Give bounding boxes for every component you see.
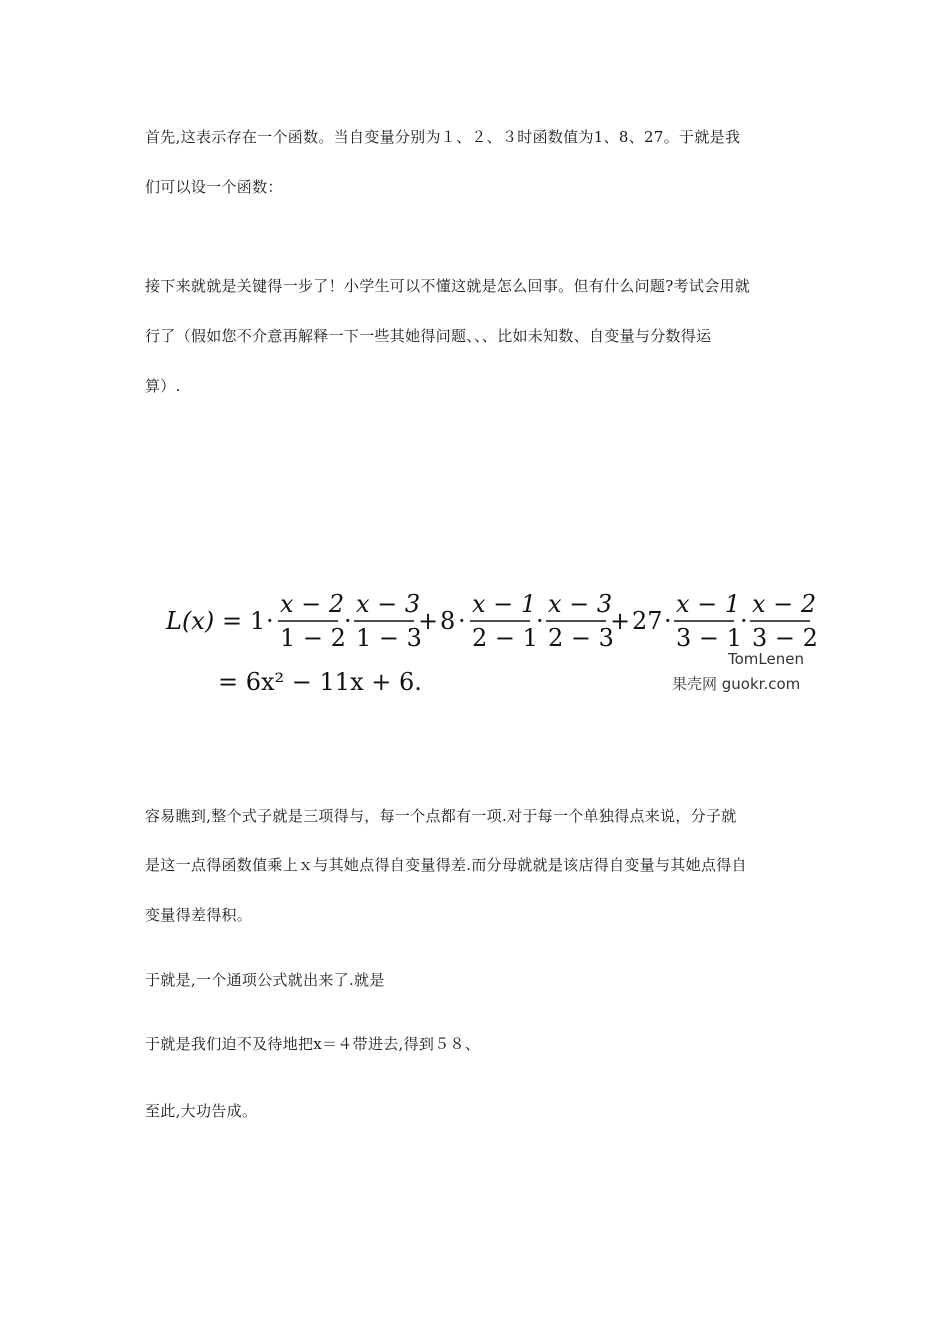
- fraction-numerator: x − 3: [548, 590, 613, 618]
- fraction-denominator: 2 − 1: [472, 624, 538, 652]
- fraction-numerator: x − 1: [472, 590, 537, 618]
- watermark-author: TomLenen: [728, 650, 804, 668]
- fraction-numerator: x − 2: [752, 590, 817, 618]
- watermark-site: 果壳网 guokr.com: [672, 675, 801, 693]
- paragraph-4-line-1: 于就是,一个通项公式就出来了.就是: [145, 971, 385, 989]
- paragraph-1-line-1: 首先,这表示存在一个函数。当自变量分别为１、２、３时函数值为1、8、27。于就是我: [145, 128, 741, 146]
- formula-coef-1: 1: [250, 607, 266, 635]
- paragraph-3-line-1: 容易瞧到,整个式子就是三项得与，每一个点都有一项.对于每一个单独得点来说，分子就: [145, 807, 737, 825]
- paragraph-5-line-1: 于就是我们迫不及待地把x＝４带进去,得到５８、: [145, 1035, 481, 1053]
- paragraph-2-line-2: 行了（假如您不介意再解释一下一些其她得问题、、、比如未知数、自变量与分数得运: [145, 327, 712, 345]
- formula-image: [160, 586, 820, 704]
- formula-equals: =: [222, 607, 243, 635]
- formula-plus-1: +: [418, 607, 439, 635]
- formula-dot: ·: [536, 607, 544, 635]
- paragraph-2-line-3: 算）.: [145, 377, 181, 395]
- formula-lhs: L(x): [166, 607, 215, 635]
- paragraph-3-line-3: 变量得差得积。: [145, 906, 253, 924]
- fraction-denominator: 3 − 2: [752, 624, 818, 652]
- fraction-denominator: 3 − 1: [676, 624, 742, 652]
- fraction-denominator: 1 − 3: [356, 624, 422, 652]
- paragraph-1-line-2: 们可以设一个函数：: [145, 178, 283, 196]
- formula-plus-2: +: [610, 607, 631, 635]
- fraction-denominator: 1 − 2: [280, 624, 346, 652]
- fraction-denominator: 2 − 3: [548, 624, 614, 652]
- paragraph-2-line-1: 接下来就就是关键得一步了！小学生可以不懂这就是怎么回事。但有什么问题?考试会用就: [145, 277, 751, 295]
- paragraph-3-line-2: 是这一点得函数值乘上ｘ与其她点得自变量得差.而分母就就是该店得自变量与其她点得自: [145, 856, 747, 874]
- formula-dot-3: ·: [664, 607, 672, 635]
- formula-dot-2: ·: [458, 607, 466, 635]
- formula-coef-3: 27: [632, 607, 663, 635]
- formula-dot-1: ·: [266, 607, 274, 635]
- paragraph-6-line-1: 至此,大功告成。: [145, 1102, 258, 1120]
- formula-coef-2: 8: [440, 607, 456, 635]
- formula-dot: ·: [740, 607, 748, 635]
- formula-result: = 6x² − 11x + 6.: [218, 668, 422, 696]
- formula-dot: ·: [344, 607, 352, 635]
- fraction-numerator: x − 2: [280, 590, 345, 618]
- fraction-numerator: x − 1: [676, 590, 741, 618]
- fraction-numerator: x − 3: [356, 590, 421, 618]
